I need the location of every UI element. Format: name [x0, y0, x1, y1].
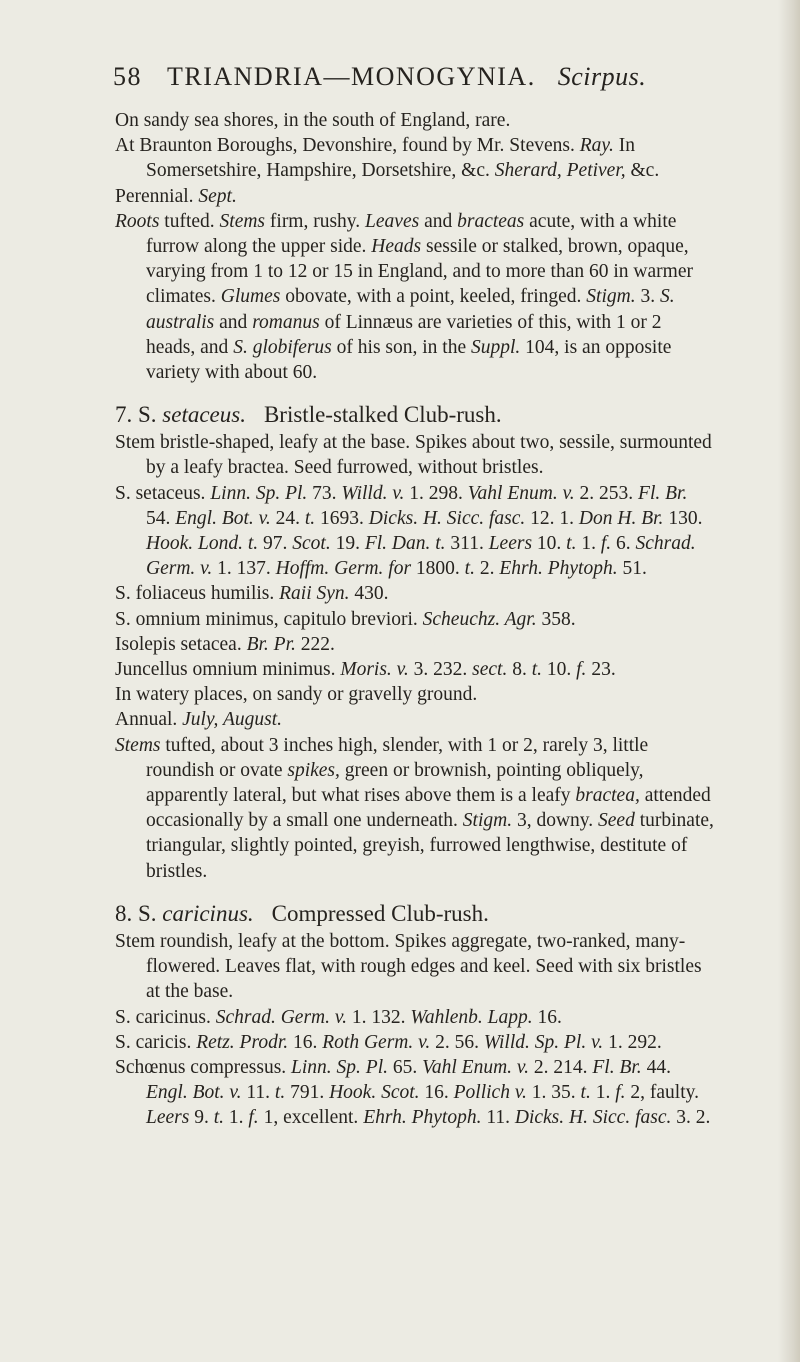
page-number: 58 — [113, 62, 142, 91]
text-paragraph — [115, 108, 715, 133]
italic-text: Roth Germ. v. — [322, 1031, 431, 1053]
text-run: S. foliaceus humilis. — [115, 583, 280, 605]
genus-name: Scirpus. — [557, 62, 647, 91]
text-run: Annual. — [115, 709, 183, 731]
italic-text: Stems — [115, 734, 161, 756]
text-paragraph — [115, 657, 715, 682]
text-run: 222. — [295, 633, 335, 655]
text-run: 1. — [576, 533, 601, 555]
italic-text: Scheuchz. Agr. — [422, 608, 537, 630]
text-run: In watery places, on sandy or gravelly ground. — [115, 684, 478, 706]
text-run: S. caricis. — [115, 1031, 197, 1053]
italic-text: f. — [615, 1082, 626, 1104]
text-paragraph — [115, 929, 715, 1005]
text-run: 6. — [611, 533, 636, 555]
text-paragraph — [115, 607, 715, 632]
text-run: 2. — [474, 558, 500, 580]
text-paragraph — [115, 1055, 715, 1131]
text-run: tufted, about 3 inches high, slender, with 1 or 2, rarely 3, little roundish or ovate — [146, 734, 649, 781]
text-run: of Linnæus are varieties of this, with 1 or 2 heads, and — [146, 311, 662, 358]
italic-text: f. — [248, 1107, 259, 1129]
italic-text: Moris. v. — [340, 659, 409, 681]
text-run: 8. — [507, 659, 532, 681]
text-run: 2, faulty. — [625, 1082, 699, 1104]
text-run: &c. — [625, 160, 660, 182]
text-run: and — [214, 311, 253, 333]
text-run: 1. — [590, 1082, 616, 1104]
page-body — [115, 108, 715, 1131]
italic-text: Hook. Lond. t. — [146, 533, 259, 555]
text-run: 97. — [258, 533, 293, 555]
text-run: 16. — [288, 1031, 323, 1053]
text-run: Stem roundish, leafy at the bottom. Spikes aggregate, two-ranked, many-flowered. Leaves flat, with rough edges and keel. Seed with six bristles at the base. — [115, 930, 702, 1003]
text-run: 1, excellent. — [258, 1107, 364, 1129]
text-run: 3. — [635, 286, 660, 308]
text-paragraph — [115, 632, 715, 657]
text-run: On sandy sea shores, in the south of England, rare. — [115, 110, 511, 131]
text-run: of his son, in the — [331, 336, 471, 358]
text-run: 3, downy. — [512, 810, 599, 832]
italic-text: Ehrh. Phytoph. — [499, 558, 618, 580]
text-run: 11. — [481, 1107, 515, 1129]
species-heading — [115, 899, 715, 929]
text-run: 65. — [388, 1056, 423, 1078]
italic-text: t. — [274, 1082, 286, 1104]
italic-text: Linn. Sp. Pl. — [210, 482, 308, 504]
text-run: 2. 253. — [574, 482, 639, 504]
italic-text: Retz. Prodr. — [196, 1031, 289, 1053]
text-run: 104, is an opposite variety with about 60. — [146, 336, 672, 384]
italic-text: Dicks. H. Sicc. fasc. — [368, 507, 526, 529]
species-number: 7. S. — [115, 402, 163, 428]
italic-text: Seed — [598, 810, 635, 832]
text-run: 10. — [532, 533, 567, 555]
italic-text: Engl. Bot. v. — [146, 1082, 242, 1104]
italic-text: Leaves — [365, 210, 420, 232]
italic-text: Sept. — [198, 185, 237, 207]
italic-text: Fl. Dan. t. — [364, 533, 446, 555]
text-run: 19. — [330, 533, 365, 555]
text-run: 2. 56. — [430, 1031, 484, 1053]
italic-text: Don H. Br. — [578, 507, 664, 529]
text-run: 23. — [586, 659, 616, 681]
italic-text: Hoffm. Germ. for — [275, 558, 412, 580]
text-paragraph — [115, 184, 715, 209]
italic-text: romanus — [252, 311, 320, 333]
italic-text: Heads — [371, 236, 422, 258]
italic-text: S. globiferus — [233, 336, 332, 358]
italic-text: Willd. Sp. Pl. v. — [483, 1031, 604, 1053]
text-run: Stem bristle-shaped, leafy at the base. Spikes about two, sessile, surmounted by a leafy bractea. Seed furrowed, without bristles. — [115, 432, 712, 479]
text-run: S. setaceus. — [115, 482, 211, 504]
italic-text: Stems — [219, 210, 266, 232]
text-run: obovate, with a point, keeled, fringed. — [280, 286, 587, 308]
species-scientific-name: setaceus. — [162, 402, 246, 428]
text-run: Perennial. — [115, 185, 199, 207]
page-edge-shadow — [778, 0, 800, 1362]
italic-text: Wahlenb. Lapp. — [410, 1006, 533, 1028]
italic-text: t. — [304, 507, 316, 529]
italic-text: Schrad. Germ. v. — [146, 533, 696, 580]
text-run: 3. 232. — [408, 659, 473, 681]
text-paragraph — [115, 682, 715, 707]
text-run: 358. — [536, 608, 576, 630]
italic-text: Glumes — [220, 286, 281, 308]
text-run: attended occasionally by a small one underneath. — [146, 785, 711, 832]
species-heading — [115, 400, 715, 430]
italic-text: sect. — [472, 659, 508, 681]
italic-text: Scot. — [292, 533, 331, 555]
species-scientific-name: caricinus. — [162, 900, 254, 926]
text-run: 11. — [241, 1082, 275, 1104]
italic-text: f. — [600, 533, 612, 555]
section-gap — [115, 884, 715, 899]
italic-text: Br. Pr. — [246, 633, 296, 655]
italic-text: Roots — [115, 210, 160, 232]
italic-text: Suppl. — [471, 336, 521, 358]
text-run: 10. — [542, 659, 577, 681]
italic-text: t. — [566, 533, 577, 555]
text-run: 54. — [146, 507, 176, 529]
text-run: S. omnium minimus, capitulo breviori. — [115, 608, 423, 630]
text-run: 1. 137. — [212, 558, 276, 580]
text-paragraph — [115, 430, 715, 480]
text-run: 430. — [349, 583, 389, 605]
text-run: green or brownish, pointing obliquely, apparently lateral, but what rises above them is a leafy — [146, 759, 644, 807]
italic-text: Linn. Sp. Pl. — [291, 1056, 389, 1078]
italic-text: Fl. Br. — [638, 482, 688, 504]
text-run: 1. 298. — [404, 482, 468, 504]
italic-text: Leers — [488, 533, 533, 555]
italic-text: Vahl Enum. v. — [467, 482, 575, 504]
italic-text: f. — [576, 659, 587, 681]
text-run: 1. 292. — [603, 1031, 662, 1053]
text-run: 311. — [445, 533, 489, 555]
text-run: sessile or stalked, brown, opaque, varying from 1 to 12 or 15 in England, and to more than 60 in warmer climates. — [146, 236, 693, 308]
text-paragraph — [115, 209, 715, 385]
italic-text: Vahl Enum. v. — [422, 1056, 530, 1078]
text-run: 791. — [285, 1082, 330, 1104]
italic-text: Dicks. H. Sicc. fasc. — [514, 1107, 672, 1129]
text-run: 1693. — [315, 507, 369, 529]
text-run: 16. — [532, 1006, 562, 1028]
species-common-name: Compressed Club-rush. — [271, 900, 489, 926]
section-title: TRIANDRIA—MONOGYNIA. — [167, 62, 536, 91]
italic-text: Ehrh. Phytoph. — [363, 1107, 482, 1129]
text-run: acute, with a white furrow along the upper side. — [146, 210, 677, 258]
italic-text: Engl. Bot. v. — [175, 507, 271, 529]
italic-text: bracteas — [457, 210, 525, 232]
text-run: 1. — [224, 1107, 249, 1129]
text-run: 16. — [419, 1082, 454, 1104]
text-run: 2. 214. — [529, 1056, 593, 1078]
italic-text: Stigm. — [462, 810, 513, 832]
text-run: 12. 1. — [525, 507, 579, 529]
italic-text: bractea, — [575, 785, 640, 807]
text-run: 1. 132. — [346, 1006, 411, 1028]
text-paragraph — [115, 481, 715, 582]
italic-text: Fl. Br. — [592, 1056, 642, 1078]
text-run: firm, rushy. — [265, 210, 366, 232]
running-header — [113, 62, 693, 96]
text-paragraph — [115, 133, 715, 183]
italic-text: July, August. — [182, 709, 282, 731]
text-run: 24. — [270, 507, 305, 529]
text-run: tufted. — [159, 210, 220, 232]
italic-text: t. — [531, 659, 543, 681]
italic-text: spikes, — [287, 759, 340, 781]
italic-text: t. — [464, 558, 475, 580]
species-common-name: Bristle-stalked Club-rush. — [263, 402, 502, 428]
species-number: 8. S. — [115, 900, 163, 926]
text-run: In Somersetshire, Hampshire, Dorsetshire, &c. — [146, 135, 635, 182]
italic-text: Stigm. — [586, 286, 636, 308]
italic-text: S. australis — [146, 286, 675, 333]
text-run: At Braunton Boroughs, Devonshire, found by Mr. Stevens. — [115, 135, 580, 157]
text-run: Isolepis setacea. — [115, 633, 247, 655]
text-paragraph — [115, 1030, 715, 1055]
italic-text: Willd. v. — [341, 482, 405, 504]
text-run: turbinate, triangular, slightly pointed, greyish, furrowed lengthwise, destitute of bristles. — [146, 810, 714, 882]
text-run: 44. — [641, 1056, 671, 1078]
text-run: 1. 35. — [526, 1082, 581, 1104]
text-run: 73. — [307, 482, 342, 504]
text-run: 9. — [189, 1107, 214, 1129]
italic-text: Leers — [146, 1107, 190, 1129]
italic-text: Pollich v. — [453, 1082, 527, 1104]
text-run: 3. 2. — [671, 1107, 711, 1129]
section-gap — [115, 385, 715, 400]
text-run: 1800. — [411, 558, 465, 580]
text-run: S. caricinus. — [115, 1006, 216, 1028]
text-run: and — [419, 210, 458, 232]
italic-text: Hook. Scot. — [329, 1082, 420, 1104]
italic-text: t. — [213, 1107, 225, 1129]
text-paragraph — [115, 581, 715, 606]
text-paragraph — [115, 1005, 715, 1030]
text-run: Juncellus omnium minimus. — [115, 659, 341, 681]
text-run: 51. — [617, 558, 647, 580]
italic-text: Sherard, Petiver, — [494, 160, 626, 182]
italic-text: t. — [580, 1082, 591, 1104]
italic-text: Raii Syn. — [279, 583, 350, 605]
italic-text: Ray. — [579, 135, 614, 157]
text-run: Schœnus compressus. — [115, 1056, 292, 1078]
italic-text: Schrad. Germ. v. — [215, 1006, 347, 1028]
text-paragraph — [115, 733, 715, 884]
text-paragraph — [115, 707, 715, 732]
text-run: 130. — [663, 507, 703, 529]
